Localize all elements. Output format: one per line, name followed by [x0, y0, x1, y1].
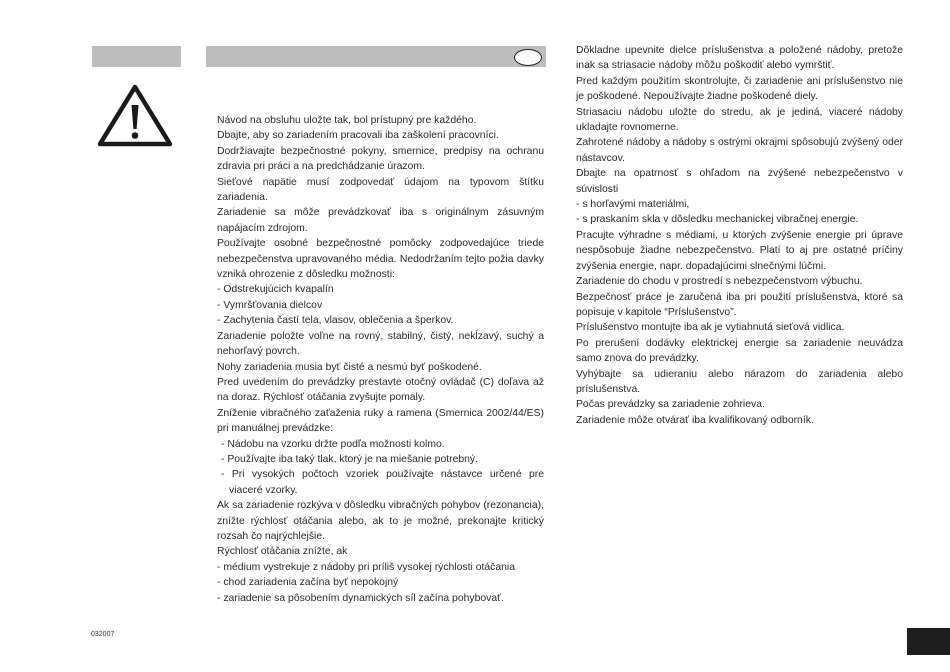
paragraph: Pred uvedením do prevádzky prestavte otočný ovládač (C) doľava až na doraz. Rýchlosť otáčania zvyšujte pomaly.: [217, 376, 544, 404]
paragraph: Bezpečnosť práce je zaručená iba pri použití príslušenstva, ktoré sa popisuje v kapitole “Príslušenstvo”.: [576, 291, 903, 318]
paragraph: Zahrotené nádoby a nádoby s ostrými okrajmi spôsobujú zvýšený oder nástavcov.: [576, 137, 903, 164]
right-text-column: [576, 43, 903, 428]
paragraph: Zariadenie môže otvárať iba kvalifikovaný odborník.: [576, 414, 814, 426]
paragraph: Počas prevádzky sa zariadenie zohrieva.: [576, 399, 765, 411]
list-item: - Zachytenia častí tela, vlasov, oblečenia a šperkov.: [217, 315, 454, 327]
list-item: - Používajte iba taký tlak, ktorý je na miešanie potrebný.: [221, 453, 479, 465]
document-code: 032007: [91, 631, 115, 638]
paragraph: Nohy zariadenia musia byť čisté a nesmú byť poškodené.: [217, 361, 482, 373]
list-item: - Vymršťovania dielcov: [217, 299, 323, 311]
paragraph: Príslušenstvo montujte iba ak je vytiahnutá sieťová vidlica.: [576, 322, 845, 334]
list-item: - chod zariadenia začína byť nepokojný: [217, 577, 399, 589]
page-corner-tab: [907, 628, 950, 655]
language-badge-oval: [514, 49, 542, 66]
list-item: - Pri vysokých počtoch vzoriek používajte nástavce určené pre viaceré vzorky.: [221, 469, 544, 496]
list-item: - médium vystrekuje z nádoby pri príliš vysokej rýchlosti otáčania: [217, 561, 515, 573]
list-item: - Odstrekujúcich kvapalín: [217, 284, 334, 296]
list-item: - zariadenie sa pôsobením dynamických síl začína pohybovať.: [217, 592, 504, 604]
paragraph: Striasaciu nádobu uložte do stredu, ak je jediná, viaceré nádoby ukladajte rovnomerne.: [576, 106, 903, 134]
paragraph: Rýchlosť otáčania znížte, ak: [217, 546, 348, 558]
list-item: - Nádobu na vzorku držte podľa možnosti kolmo.: [221, 438, 445, 450]
paragraph: Dodržiavajte bezpečnostné pokyny, smernice, predpisy na ochranu zdravia pri práci a na predchádzanie úrazom.: [217, 145, 544, 173]
paragraph: Sieťové napätie musí zodpovedať údajom na typovom štítku zariadenia.: [217, 176, 544, 204]
warning-triangle-icon: [96, 82, 174, 148]
paragraph: Pracujte výhradne s médiami, u ktorých zvýšenie energie pri úprave nespôsobuje žiadne nebezpečenstvo. Platí to aj pre ostatné príčiny zvýšenia energie, napr. dopadajúcimi slnečnými lúčmi.: [576, 229, 903, 272]
paragraph: Dôkladne upevnite dielce príslušenstva a položené nádoby, pretože inak sa striasacie nádoby môžu poškodiť alebo vymrštiť.: [576, 45, 903, 72]
section-header-bar: [206, 46, 546, 67]
paragraph: Dbajte, aby so zariadením pracovali iba zaškolení pracovníci.: [217, 130, 499, 142]
paragraph: Po prerušení dodávky elektrickej energie sa zariadenie neuvádza samo znova do prevádzky.: [576, 337, 903, 365]
paragraph: Vyhýbajte sa udieraniu alebo nárazom do zariadenia alebo príslušenstva.: [576, 368, 903, 395]
paragraph: Ak sa zariadenie rozkýva v dôsledku vibračných pohybov (rezonancia), znížte rýchlosť otáčania alebo, ak to je možné, prekonajte kritický rozsah čo najrýchlejšie.: [217, 500, 544, 542]
paragraph: Pred každým použitím skontrolujte, či zariadenie ani príslušenstvo nie je poškodené. Nepoužívajte žiadne poškodené diely.: [576, 75, 903, 103]
list-item: - s praskaním skla v dôsledku mechanickej vibračnej energie.: [576, 214, 859, 226]
paragraph: Dbajte na opatrnosť s ohľadom na zvýšené nebezpečenstvo v súvislosti: [576, 168, 903, 195]
paragraph: Zariadenie sa môže prevádzkovať iba s originálnym zásuvným napájacím zdrojom.: [217, 207, 544, 234]
paragraph: Používajte osobné bezpečnostné pomôcky zodpovedajúce triede nebezpečenstva upravovaného média. Nedodržaním tejto požia davky vzniká ohrozenie z dôsledku možnosti:: [217, 238, 544, 281]
paragraph: Zariadenie do chodu v prostredí s nebezpečenstvom výbuchu.: [576, 276, 863, 288]
left-text-column: [217, 113, 544, 606]
list-item: - s horľavými materiálmi,: [576, 199, 690, 211]
section-marker-bar: [92, 46, 181, 67]
paragraph: Zníženie vibračného zaťaženia ruky a ramena (Smernica 2002/44/ES) pri manuálnej prevádzke:: [217, 407, 544, 435]
paragraph: Návod na obsluhu uložte tak, bol prístupný pre každého.: [217, 115, 477, 126]
paragraph: Zariadenie položte voľne na rovný, stabilný, čistý, nekĺzavý, suchý a nehorľavý povrch.: [217, 330, 544, 358]
